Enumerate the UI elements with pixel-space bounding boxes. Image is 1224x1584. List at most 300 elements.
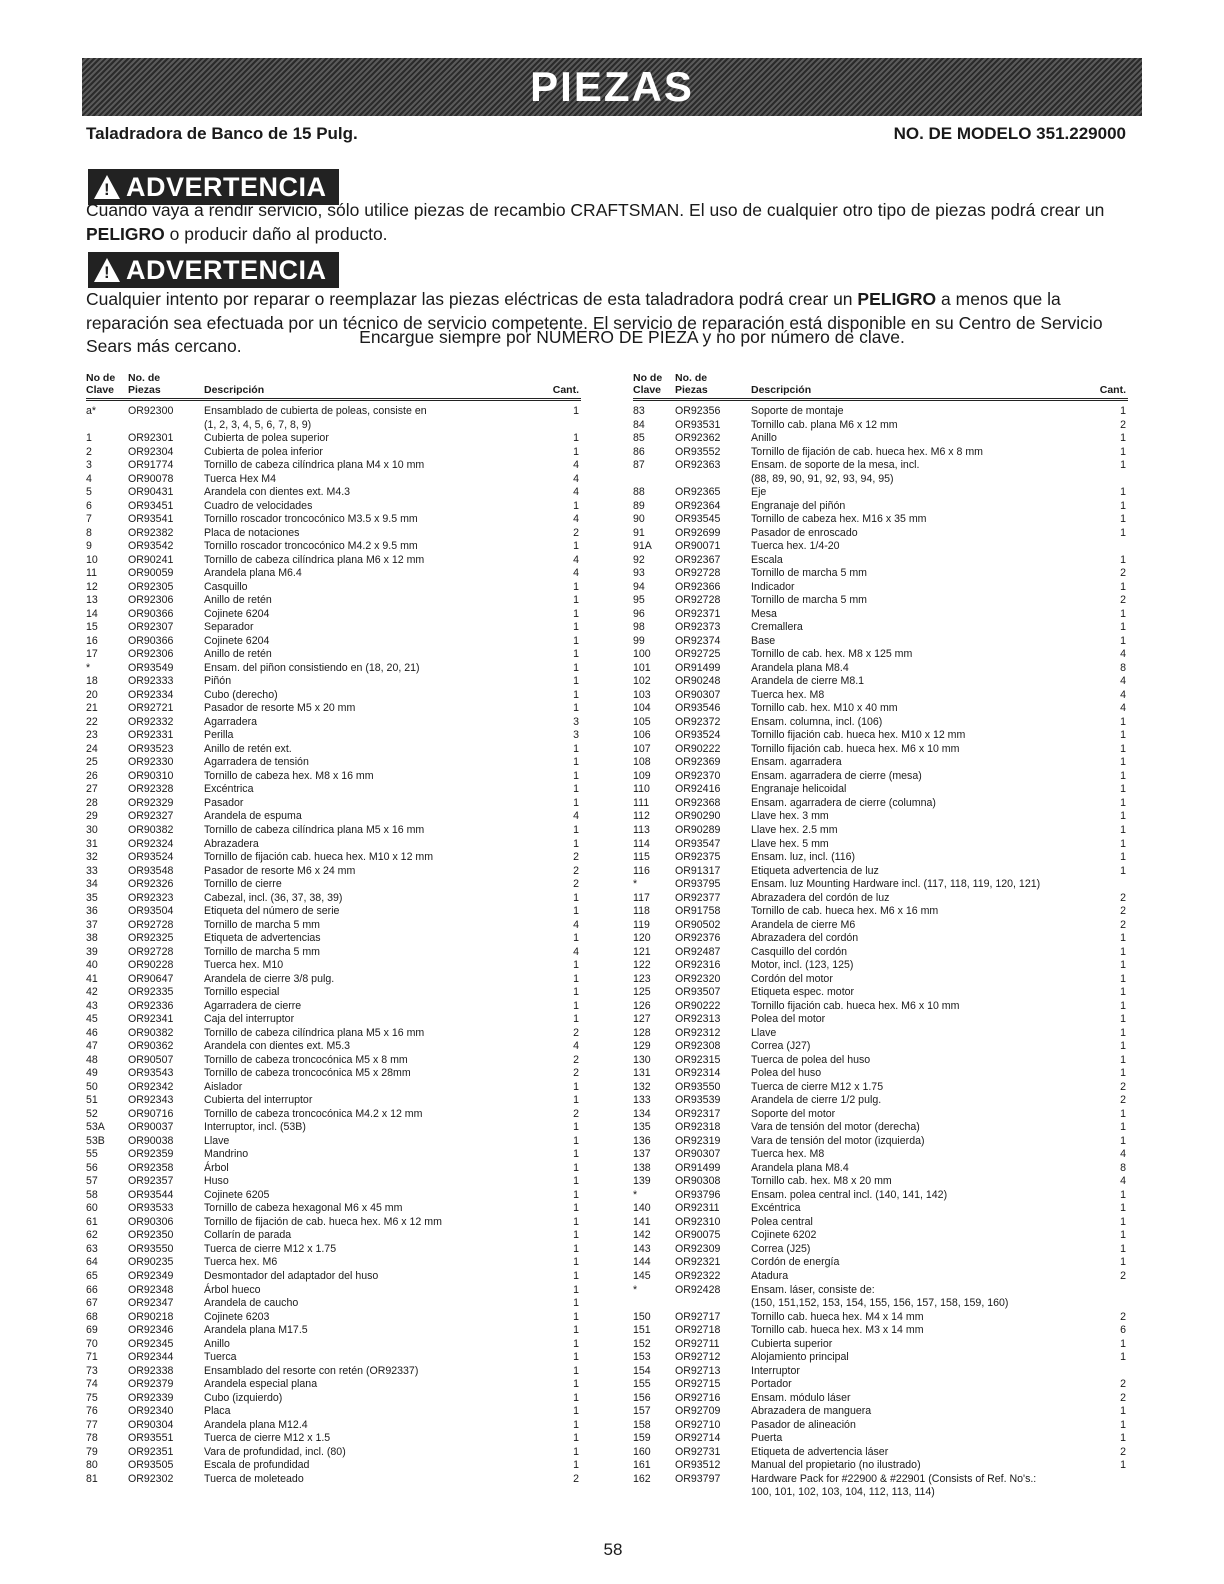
- row-description: Abrazadera del cordón de luz: [751, 891, 890, 904]
- row-description: Excéntrica: [751, 1202, 801, 1215]
- row-key: 92: [633, 553, 645, 566]
- table-row: [86, 567, 581, 581]
- row-part-number: OR93548: [128, 864, 174, 877]
- row-key: 114: [633, 837, 650, 850]
- row-key: 91A: [633, 540, 652, 553]
- row-quantity: 2: [573, 878, 579, 891]
- row-part-number: OR92370: [675, 769, 721, 782]
- table-row: [86, 459, 581, 473]
- row-description: Ensamblado de cubierta de poleas, consiste en: [204, 405, 427, 417]
- row-key: 37: [86, 918, 98, 931]
- row-key: 84: [633, 418, 645, 431]
- row-description: Polea del motor: [751, 1013, 826, 1026]
- row-quantity: 1: [573, 1418, 579, 1431]
- row-key: 16: [86, 634, 98, 647]
- table-row: [86, 500, 581, 514]
- row-quantity: 1: [1120, 1067, 1126, 1080]
- row-key: 56: [86, 1161, 98, 1174]
- row-key: 140: [633, 1202, 651, 1215]
- row-part-number: OR90078: [128, 472, 174, 485]
- row-part-number: OR92315: [675, 1053, 721, 1066]
- col-key-line2: Clave: [86, 384, 115, 396]
- row-key: 120: [633, 932, 651, 945]
- row-part-number: OR92364: [675, 499, 721, 512]
- row-description: Arandela de cierre 1/2 pulg.: [751, 1094, 882, 1107]
- row-description: Separador: [204, 621, 254, 634]
- row-description: Tornillo cab. hex. M10 x 40 mm: [751, 702, 898, 715]
- table-row: [633, 567, 1128, 581]
- table-row: [633, 1311, 1128, 1325]
- table-row: [633, 729, 1128, 743]
- row-quantity: 2: [573, 1107, 579, 1120]
- row-quantity: 1: [1120, 459, 1126, 472]
- table-row: [86, 1419, 581, 1433]
- row-part-number: OR92349: [128, 1270, 174, 1282]
- row-quantity: 1: [573, 1094, 579, 1107]
- model-number: NO. DE MODELO 351.229000: [893, 124, 1126, 143]
- row-part-number: OR92348: [128, 1283, 174, 1296]
- row-part-number: OR92376: [675, 932, 721, 945]
- row-key: 10: [86, 553, 98, 566]
- table-row: [86, 405, 581, 419]
- warning-text-1: [86, 199, 1136, 246]
- row-quantity: 1: [573, 1391, 579, 1404]
- row-quantity: 1: [1120, 445, 1126, 458]
- row-description: Anillo: [204, 1337, 230, 1350]
- row-description: Arandela plana M8.4: [751, 1161, 849, 1174]
- row-key: 47: [86, 1040, 98, 1053]
- row-quantity: 1: [573, 742, 579, 755]
- row-quantity: 1: [573, 594, 579, 607]
- row-key: 22: [86, 715, 98, 728]
- table-row: [633, 878, 1128, 892]
- row-key: 29: [86, 810, 98, 823]
- row-description: Pasador: [204, 796, 244, 809]
- table-row: [86, 743, 581, 757]
- row-quantity: 1: [573, 1432, 579, 1445]
- table-row: [86, 527, 581, 541]
- row-key: 58: [86, 1188, 98, 1201]
- row-description: Indicador: [751, 580, 795, 593]
- row-key: 46: [86, 1026, 98, 1039]
- row-description: Pasador de alineación: [751, 1418, 856, 1431]
- row-part-number: OR92709: [675, 1405, 721, 1418]
- row-description: Arandela de caucho: [204, 1297, 299, 1310]
- table-row: [86, 1432, 581, 1446]
- row-key: 160: [633, 1445, 651, 1458]
- row-quantity: 1: [1120, 1134, 1126, 1147]
- table-row: [633, 1378, 1128, 1392]
- row-part-number: OR90304: [128, 1418, 174, 1431]
- table-row: [86, 1054, 581, 1068]
- row-quantity: 1: [1120, 986, 1126, 999]
- row-part-number: OR90382: [128, 1026, 174, 1039]
- row-quantity: 4: [573, 513, 579, 526]
- row-description: Ensam. del piñon consistiendo en (18, 20, 21): [204, 661, 420, 674]
- table-row: [86, 1229, 581, 1243]
- row-description: Arandela plana M12.4: [204, 1418, 308, 1431]
- row-quantity: 1: [1120, 999, 1126, 1012]
- row-part-number: OR90382: [128, 823, 174, 836]
- table-row: [633, 1243, 1128, 1257]
- row-key: 85: [633, 432, 645, 445]
- row-part-number: OR93547: [675, 837, 721, 850]
- row-part-number: OR90362: [128, 1040, 174, 1053]
- row-part-number: OR92314: [675, 1067, 721, 1080]
- row-description: Ensam. de soporte de la mesa, incl.: [751, 459, 920, 472]
- row-part-number: OR93795: [675, 878, 721, 891]
- row-description: Cubierta de polea inferior: [204, 445, 323, 458]
- row-part-number: OR92728: [128, 945, 174, 958]
- row-key: 78: [86, 1432, 98, 1445]
- row-quantity: 2: [573, 864, 579, 877]
- warning-label: ADVERTENCIA: [126, 171, 327, 202]
- row-part-number: OR92351: [128, 1445, 174, 1458]
- row-quantity: 1: [1120, 756, 1126, 769]
- row-key: 69: [86, 1324, 98, 1337]
- table-row: [633, 689, 1128, 703]
- row-key: 123: [633, 972, 651, 985]
- row-quantity: 1: [573, 1215, 579, 1228]
- table-row: [633, 797, 1128, 811]
- row-description: Correa (J27): [751, 1040, 811, 1053]
- row-description: Tuerca de cierre M12 x 1.75: [204, 1242, 337, 1255]
- row-description: Tornillo de cabeza hex. M16 x 35 mm: [751, 513, 927, 526]
- row-key: 129: [633, 1040, 651, 1053]
- row-key: 7: [86, 513, 92, 526]
- row-description: Agarradera: [204, 715, 257, 728]
- row-key: 2: [86, 445, 92, 458]
- row-description: Cordón del motor: [751, 972, 833, 985]
- row-quantity: 1: [573, 1229, 579, 1242]
- row-quantity: 2: [1120, 594, 1126, 607]
- row-quantity: 1: [1120, 432, 1126, 445]
- col-part-header: [675, 372, 708, 396]
- row-description: Tornillo de cierre: [204, 878, 282, 891]
- row-description: Alojamiento principal: [751, 1351, 849, 1364]
- row-quantity: 1: [573, 621, 579, 634]
- row-quantity: 2: [573, 526, 579, 539]
- row-key: 134: [633, 1107, 651, 1120]
- row-part-number: OR93552: [675, 445, 721, 458]
- row-key: 14: [86, 607, 98, 620]
- row-part-number: OR92322: [675, 1270, 721, 1282]
- row-key: 66: [86, 1283, 98, 1296]
- table-row: [633, 1405, 1128, 1419]
- row-part-number: OR92325: [128, 932, 174, 945]
- row-part-number: OR92416: [675, 783, 721, 796]
- table-row: [86, 932, 581, 946]
- row-description: Tornillo de marcha 5 mm: [204, 945, 320, 958]
- table-row: [86, 1202, 581, 1216]
- row-description: Tornillo de cabeza cilíndrica plana M5 x 16 mm: [204, 1026, 425, 1039]
- row-part-number: OR92320: [675, 972, 721, 985]
- row-part-number: OR92716: [675, 1391, 721, 1404]
- row-part-number: OR90075: [675, 1229, 721, 1242]
- row-description: Tornillo de cabeza troncocónica M5 x 8 mm: [204, 1053, 408, 1066]
- row-key: 1: [86, 432, 92, 445]
- row-description: Anillo de retén ext.: [204, 742, 292, 755]
- row-part-number: OR93504: [128, 905, 174, 918]
- col-qty-header: Cant.: [1099, 384, 1126, 396]
- col-key-line2: Clave: [633, 384, 662, 396]
- row-quantity: 1: [1120, 499, 1126, 512]
- table-row: [633, 1486, 1128, 1500]
- table-row: [633, 486, 1128, 500]
- row-key: 137: [633, 1148, 651, 1161]
- row-part-number: OR93550: [675, 1080, 721, 1093]
- row-quantity: 1: [573, 1310, 579, 1323]
- row-part-number: OR92306: [128, 648, 174, 661]
- row-quantity: 1: [1120, 959, 1126, 972]
- row-description: Llave: [204, 1134, 230, 1147]
- row-key: 38: [86, 932, 98, 945]
- row-part-number: OR90507: [128, 1053, 174, 1066]
- row-description: Pasador de enroscado: [751, 526, 858, 539]
- row-part-number: OR92313: [675, 1013, 721, 1026]
- row-part-number: OR92350: [128, 1229, 174, 1242]
- row-part-number: OR93505: [128, 1459, 174, 1472]
- row-part-number: OR93541: [128, 513, 174, 526]
- row-key: 93: [633, 567, 645, 580]
- table-row: [633, 919, 1128, 933]
- col-key-header: [633, 372, 662, 396]
- row-key: 128: [633, 1026, 651, 1039]
- row-key: 64: [86, 1256, 98, 1269]
- table-row: [86, 1284, 581, 1298]
- table-row: [633, 1013, 1128, 1027]
- row-description: Tornillo fijación cab. hueca hex. M6 x 10 mm: [751, 742, 960, 755]
- row-key: 109: [633, 769, 651, 782]
- row-quantity: 1: [573, 1121, 579, 1134]
- row-part-number: OR92369: [675, 756, 721, 769]
- row-description: Cubo (derecho): [204, 688, 278, 701]
- row-part-number: OR92345: [128, 1337, 174, 1350]
- table-row: [86, 810, 581, 824]
- row-part-number: OR93797: [675, 1472, 721, 1485]
- table-row: [86, 662, 581, 676]
- row-description: Ensam. luz, incl. (116): [751, 851, 856, 864]
- row-key: 100: [633, 648, 651, 661]
- row-description: Arandela de cierre M8.1: [751, 675, 865, 688]
- row-part-number: OR93524: [675, 729, 721, 742]
- table-row: [86, 1297, 581, 1311]
- table-row: [86, 1459, 581, 1473]
- row-quantity: 1: [573, 702, 579, 715]
- table-row: [633, 986, 1128, 1000]
- row-description: Abrazadera del cordón: [751, 932, 859, 945]
- row-quantity: 1: [573, 1256, 579, 1269]
- row-quantity: 1: [1120, 1459, 1126, 1472]
- row-quantity: 2: [1120, 1094, 1126, 1107]
- row-quantity: 1: [573, 905, 579, 918]
- row-quantity: 2: [1120, 1391, 1126, 1404]
- row-quantity: 4: [1120, 675, 1126, 688]
- row-description: Cubierta superior: [751, 1337, 833, 1350]
- row-description: Ensam. láser, consiste de:: [751, 1283, 875, 1296]
- row-description: Ensam. columna, incl. (106): [751, 715, 883, 728]
- row-key: 117: [633, 891, 650, 904]
- row-part-number: OR92318: [675, 1121, 721, 1134]
- row-part-number: OR92308: [675, 1040, 721, 1053]
- row-part-number: OR92357: [128, 1175, 174, 1188]
- row-description: Mandrino: [204, 1148, 249, 1161]
- row-part-number: OR92375: [675, 851, 721, 864]
- row-part-number: OR92312: [675, 1026, 721, 1039]
- row-quantity: 1: [573, 675, 579, 688]
- row-key: 161: [633, 1459, 651, 1472]
- row-part-number: OR92377: [675, 891, 721, 904]
- table-row: [86, 1243, 581, 1257]
- row-description: Engranaje helicoidal: [751, 783, 847, 796]
- col-part-line1: No. de: [128, 372, 161, 384]
- row-key: 156: [633, 1391, 651, 1404]
- row-part-number: OR92346: [128, 1324, 174, 1337]
- row-description: Manual del propietario (no ilustrado): [751, 1459, 921, 1472]
- row-description: Tornillo de cabeza troncocónica M4.2 x 12 mm: [204, 1107, 423, 1120]
- row-part-number: OR90241: [128, 553, 174, 566]
- row-description: Escala de profundidad: [204, 1459, 310, 1472]
- row-quantity: 1: [573, 1445, 579, 1458]
- row-description: Cojinete 6204: [204, 607, 270, 620]
- row-part-number: OR92356: [675, 405, 721, 417]
- row-quantity: 1: [573, 1337, 579, 1350]
- row-part-number: OR91499: [675, 1161, 721, 1174]
- row-quantity: 1: [1120, 729, 1126, 742]
- row-key: 141: [633, 1215, 651, 1228]
- table-row: [86, 1256, 581, 1270]
- product-name: Taladradora de Banco de 15 Pulg.: [86, 124, 358, 143]
- row-description: Aislador: [204, 1080, 243, 1093]
- table-row: [633, 1432, 1128, 1446]
- row-description: Interruptor, incl. (53B): [204, 1121, 306, 1134]
- row-key: 151: [633, 1324, 651, 1337]
- table-header: [86, 368, 581, 401]
- table-row: [86, 973, 581, 987]
- row-part-number: OR92332: [128, 715, 174, 728]
- row-quantity: 1: [573, 1161, 579, 1174]
- row-key: 89: [633, 499, 645, 512]
- row-key: 32: [86, 851, 98, 864]
- row-key: 143: [633, 1242, 651, 1255]
- table-row: [86, 1338, 581, 1352]
- table-row: [633, 1067, 1128, 1081]
- row-part-number: OR92330: [128, 756, 174, 769]
- row-part-number: OR90248: [675, 675, 721, 688]
- table-row: [633, 743, 1128, 757]
- row-key: 9: [86, 540, 92, 553]
- row-quantity: 4: [573, 486, 579, 499]
- row-quantity: 1: [1120, 1121, 1126, 1134]
- row-key: 153: [633, 1351, 651, 1364]
- col-part-header: [128, 372, 161, 396]
- col-part-line2: Piezas: [128, 384, 161, 396]
- row-description: Cubierta del interruptor: [204, 1094, 313, 1107]
- row-part-number: OR93524: [128, 851, 174, 864]
- row-description: Etiqueta de advertencias: [204, 932, 321, 945]
- row-key: 159: [633, 1432, 651, 1445]
- row-quantity: 1: [1120, 1013, 1126, 1026]
- row-quantity: 1: [573, 1188, 579, 1201]
- table-row: [86, 702, 581, 716]
- table-row: [86, 432, 581, 446]
- row-description: Tornillo de cabeza hex. M8 x 16 mm: [204, 769, 374, 782]
- row-part-number: OR92323: [128, 891, 174, 904]
- table-row: [86, 1446, 581, 1460]
- table-row: [86, 1473, 581, 1487]
- row-quantity: 1: [1120, 553, 1126, 566]
- table-row: [86, 1270, 581, 1284]
- row-part-number: OR90366: [128, 634, 174, 647]
- table-row: [86, 621, 581, 635]
- table-row: [86, 1040, 581, 1054]
- table-row: [633, 527, 1128, 541]
- row-description: Cojinete 6202: [751, 1229, 817, 1242]
- row-key: 8: [86, 526, 92, 539]
- row-quantity: 1: [573, 783, 579, 796]
- row-part-number: OR92321: [675, 1256, 721, 1269]
- row-description: Arandela de espuma: [204, 810, 302, 823]
- row-part-number: OR92344: [128, 1351, 174, 1364]
- table-row: [633, 1054, 1128, 1068]
- row-description: Tuerca de cierre M12 x 1.5: [204, 1432, 331, 1445]
- row-description: Piñón: [204, 675, 232, 688]
- row-quantity: 1: [1120, 1053, 1126, 1066]
- row-description: Polea del huso: [751, 1067, 822, 1080]
- row-key: 80: [86, 1459, 98, 1472]
- table-row: [633, 635, 1128, 649]
- table-row: [633, 1175, 1128, 1189]
- row-quantity: 2: [1120, 567, 1126, 580]
- row-description: Tornillo de marcha 5 mm: [204, 918, 320, 931]
- row-part-number: OR93545: [675, 513, 721, 526]
- row-description: Tuerca hex. M10: [204, 959, 284, 972]
- row-key: 77: [86, 1418, 98, 1431]
- row-description: Perilla: [204, 729, 234, 742]
- row-quantity: 1: [573, 999, 579, 1012]
- row-description: (88, 89, 90, 91, 92, 93, 94, 95): [751, 472, 894, 485]
- row-key: 101: [633, 661, 651, 674]
- row-part-number: OR92309: [675, 1242, 721, 1255]
- table-row: [86, 486, 581, 500]
- row-part-number: OR90289: [675, 823, 721, 836]
- row-key: 28: [86, 796, 98, 809]
- table-row: [86, 905, 581, 919]
- table-row: [633, 1162, 1128, 1176]
- table-row: [633, 1365, 1128, 1379]
- row-description: Placa: [204, 1405, 231, 1418]
- row-description: Escala: [751, 553, 783, 566]
- row-key: 125: [633, 986, 651, 999]
- row-key: 144: [633, 1256, 651, 1269]
- row-description: Tuerca hex. M8: [751, 1148, 825, 1161]
- row-part-number: OR92710: [675, 1418, 721, 1431]
- row-description: Tornillo de cabeza cilíndrica plana M6 x 12 mm: [204, 553, 425, 566]
- row-quantity: 1: [1120, 1215, 1126, 1228]
- table-row: [633, 621, 1128, 635]
- row-part-number: OR92338: [128, 1364, 174, 1377]
- row-key: 105: [633, 715, 651, 728]
- row-key: 35: [86, 891, 98, 904]
- row-key: 87: [633, 459, 645, 472]
- row-key: 157: [633, 1405, 651, 1418]
- row-part-number: OR93451: [128, 499, 174, 512]
- table-row: [633, 973, 1128, 987]
- row-part-number: OR90307: [675, 1148, 721, 1161]
- row-quantity: 2: [1120, 418, 1126, 431]
- row-part-number: OR92721: [128, 702, 174, 715]
- table-row: [86, 756, 581, 770]
